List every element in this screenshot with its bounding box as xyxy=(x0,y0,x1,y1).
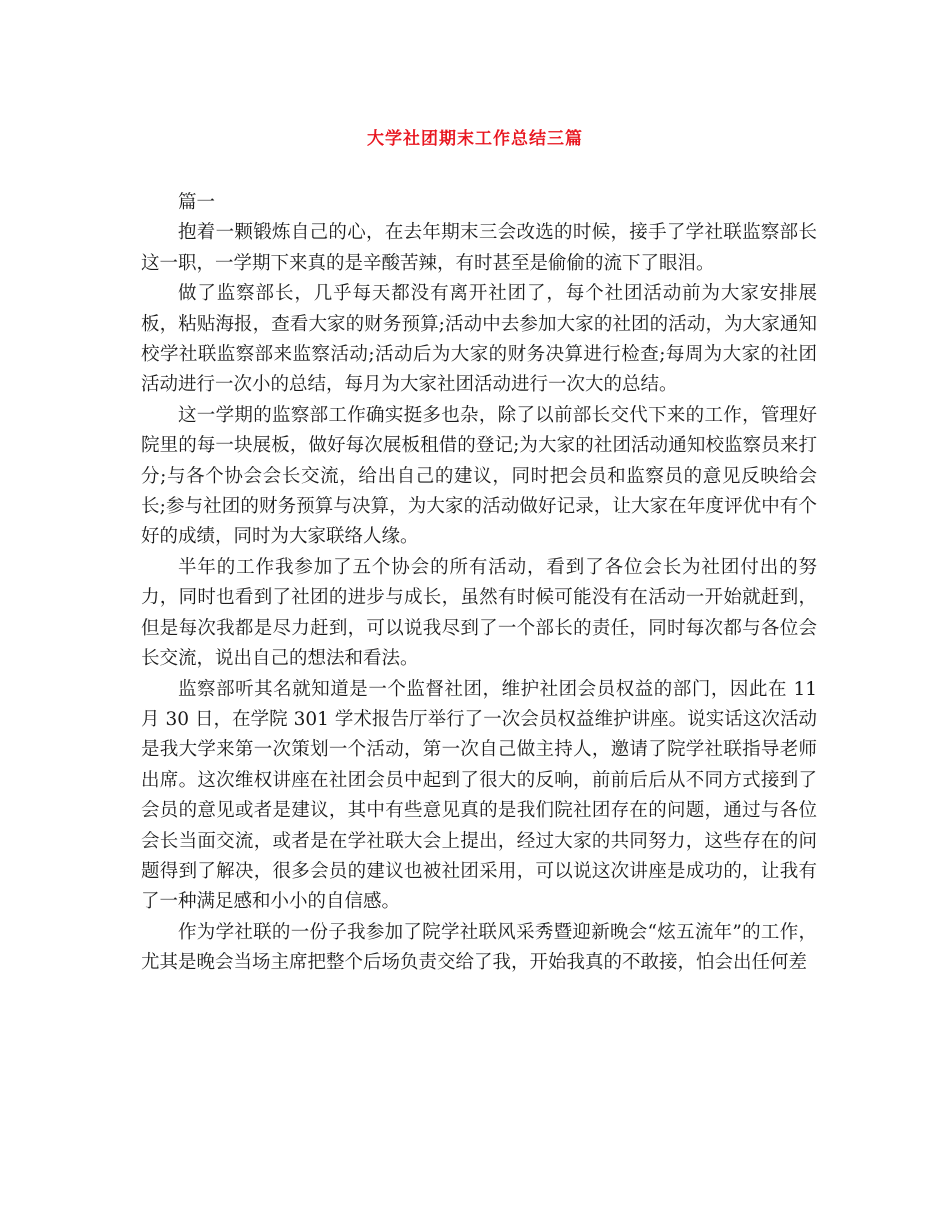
document-body xyxy=(141,188,817,979)
body-paragraph: 监察部听其名就知道是一个监督社团，维护社团会员权益的部门，因此在 11 月 30 日，在学院 301 学术报告厅举行了一次会员权益维护讲座。说实话这次活动是我大学来第一次策划一个活动，第一次自己做主持人，邀请了院学社联指导老师出席。这次维权讲座在社团会员中起到了很大的反响，前前后后从不同方式接到了会员的意见或者是建议，其中有些意见真的是我们院社团存在的问题，通过与各位会长当面交流，或者是在学社联大会上提出，经过大家的共同努力，这些存在的问题得到了解决，很多会员的建议也被社团采用，可以说这次讲座是成功的，让我有了一种满足感和小小的自信感。 xyxy=(141,678,817,913)
body-paragraph: 作为学社联的一份子我参加了院学社联风采秀暨迎新晚会“炫五流年”的工作，尤其是晚会当场主席把整个后场负责交给了我，开始我真的不敢接，怕会出任何差 xyxy=(141,921,817,974)
body-paragraph: 做了监察部长，几乎每天都没有离开社团了，每个社团活动前为大家安排展板，粘贴海报，查看大家的财务预算;活动中去参加大家的社团的活动，为大家通知校学社联监察部来监察活动;活动后为大家的财务决算进行检查;每周为大家的社团活动进行一次小的总结，每月为大家社团活动进行一次大的总结。 xyxy=(141,283,817,396)
section-label: 篇一 xyxy=(178,192,216,213)
body-paragraph: 半年的工作我参加了五个协会的所有活动，看到了各位会长为社团付出的努力，同时也看到了社团的进步与成长，虽然有时候可能没有在活动一开始就赶到，但是每次我都是尽力赶到，可以说我尽到了一个部长的责任，同时每次都与各位会长交流，说出自己的想法和看法。 xyxy=(141,556,817,670)
body-paragraph: 这一学期的监察部工作确实挺多也杂，除了以前部长交代下来的工作，管理好院里的每一块展板，做好每次展板租借的登记;为大家的社团活动通知校监察员来打分;与各个协会会长交流，给出自己的建议，同时把会员和监察员的意见反映给会长;参与社团的财务预算与决算，为大家的活动做好记录，让大家在年度评优中有个好的成绩，同时为大家联络人缘。 xyxy=(141,404,817,548)
body-paragraph: 抱着一颗锻炼自己的心，在去年期末三会改选的时候，接手了学社联监察部长这一职，一学期下来真的是辛酸苦辣，有时甚至是偷偷的流下了眼泪。 xyxy=(141,222,817,274)
document-title: 大学社团期末工作总结三篇 xyxy=(367,129,583,149)
